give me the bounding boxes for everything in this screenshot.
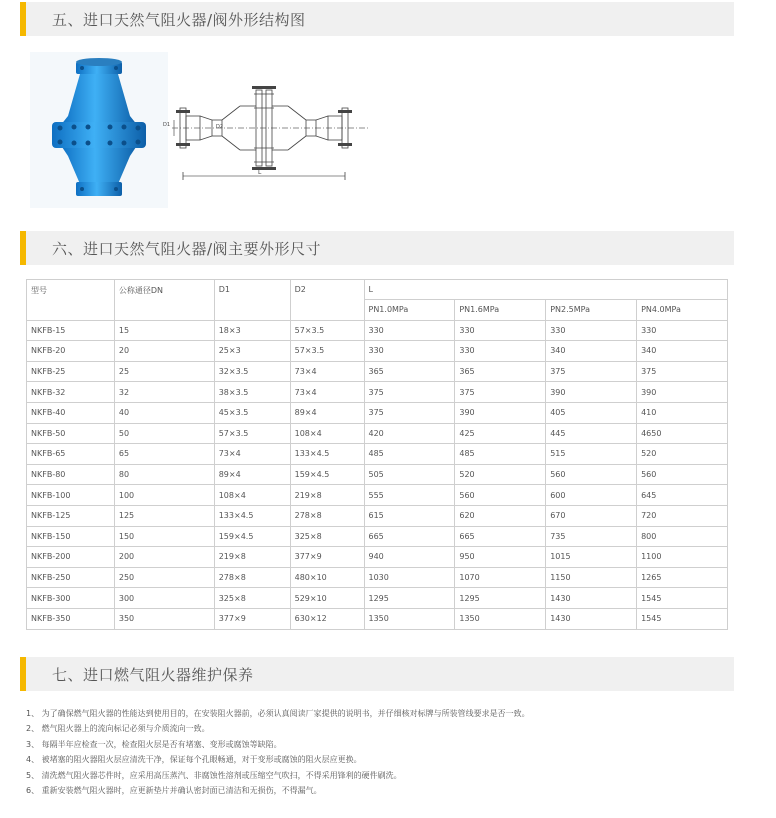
table-cell: 73×4 xyxy=(214,444,290,465)
table-cell: 520 xyxy=(637,444,728,465)
table-row xyxy=(27,320,728,341)
table-cell: 1030 xyxy=(364,567,455,588)
table-cell: NKFB-200 xyxy=(27,547,115,568)
table-cell: NKFB-25 xyxy=(27,361,115,382)
table-cell: 630×12 xyxy=(290,608,364,629)
table-cell: 950 xyxy=(455,547,546,568)
table-cell: NKFB-20 xyxy=(27,341,115,362)
note-item: 5、 清洗燃气阻火器芯件时，应采用高压蒸汽、非腐蚀性溶剂或压缩空气吹扫，不得采用锋利的硬件刷洗。 xyxy=(26,770,402,780)
table-cell: 560 xyxy=(455,485,546,506)
table-cell: 18×3 xyxy=(214,320,290,341)
table-cell: 620 xyxy=(455,505,546,526)
table-cell: NKFB-125 xyxy=(27,505,115,526)
table-cell: NKFB-150 xyxy=(27,526,115,547)
dim-label-d1: D1 xyxy=(163,122,171,128)
section-title: 六、进口天然气阻火器/阀主要外形尺寸 xyxy=(52,240,322,258)
table-cell: 300 xyxy=(114,588,214,609)
table-cell: 735 xyxy=(546,526,637,547)
table-cell: 89×4 xyxy=(290,402,364,423)
table-cell: 278×8 xyxy=(290,505,364,526)
table-cell: 330 xyxy=(364,320,455,341)
table-cell: 1295 xyxy=(364,588,455,609)
maintenance-notes xyxy=(26,706,530,798)
table-cell: 485 xyxy=(364,444,455,465)
table-header-row xyxy=(27,280,728,300)
table-cell: 80 xyxy=(114,464,214,485)
table-cell: 325×8 xyxy=(214,588,290,609)
table-cell: 325×8 xyxy=(290,526,364,547)
table-cell: NKFB-80 xyxy=(27,464,115,485)
table-cell: 665 xyxy=(364,526,455,547)
table-row xyxy=(27,402,728,423)
table-cell: 1430 xyxy=(546,608,637,629)
table-cell: NKFB-100 xyxy=(27,485,115,506)
table-cell: 390 xyxy=(455,402,546,423)
table-cell: 377×9 xyxy=(214,608,290,629)
table-row xyxy=(27,485,728,506)
table-cell: 505 xyxy=(364,464,455,485)
header-pn-3: PN2.5MPa xyxy=(546,300,637,321)
table-cell: 555 xyxy=(364,485,455,506)
table-cell: 940 xyxy=(364,547,455,568)
table-cell: 1295 xyxy=(455,588,546,609)
table-cell: NKFB-65 xyxy=(27,444,115,465)
header-d1: D1 xyxy=(214,280,290,321)
table-row xyxy=(27,464,728,485)
header-pn-4: PN4.0MPa xyxy=(637,300,728,321)
table-cell: 375 xyxy=(364,402,455,423)
table-cell: 57×3.5 xyxy=(214,423,290,444)
table-cell: 20 xyxy=(114,341,214,362)
table-cell: 425 xyxy=(455,423,546,444)
table-cell: 375 xyxy=(364,382,455,403)
technical-drawing xyxy=(163,78,370,190)
table-row xyxy=(27,444,728,465)
table-cell: 330 xyxy=(637,320,728,341)
header-pn-1: PN1.0MPa xyxy=(364,300,455,321)
table-cell: 89×4 xyxy=(214,464,290,485)
table-cell: 645 xyxy=(637,485,728,506)
table-cell: NKFB-15 xyxy=(27,320,115,341)
product-photo xyxy=(30,52,171,208)
table-cell: 1350 xyxy=(364,608,455,629)
table-cell: NKFB-300 xyxy=(27,588,115,609)
note-item: 2、 燃气阻火器上的流向标记必须与介质流向一致。 xyxy=(26,724,210,734)
note-item: 6、 重新安装燃气阻火器时，应更新垫片并确认密封面已清洁和无损伤，不得漏气。 xyxy=(26,786,322,796)
table-cell: 515 xyxy=(546,444,637,465)
table-cell: 159×4.5 xyxy=(214,526,290,547)
dimensions-table xyxy=(26,279,728,630)
table-cell: NKFB-250 xyxy=(27,567,115,588)
table-cell: 57×3.5 xyxy=(290,320,364,341)
header-pn-2: PN1.6MPa xyxy=(455,300,546,321)
table-cell: 665 xyxy=(455,526,546,547)
table-cell: 390 xyxy=(637,382,728,403)
header-d2: D2 xyxy=(290,280,364,321)
table-cell: 73×4 xyxy=(290,361,364,382)
note-item: 4、 被堵塞的阻火器阻火层应清洗干净，保证每个孔眼畅通，对于变形或腐蚀的阻火层应更换。 xyxy=(26,755,362,765)
table-row xyxy=(27,361,728,382)
table-cell: 670 xyxy=(546,505,637,526)
table-cell: 340 xyxy=(637,341,728,362)
table-cell: NKFB-50 xyxy=(27,423,115,444)
section-title: 五、进口天然气阻火器/阀外形结构图 xyxy=(52,11,306,29)
table-cell: 1100 xyxy=(637,547,728,568)
table-cell: 32×3.5 xyxy=(214,361,290,382)
table-cell: 445 xyxy=(546,423,637,444)
table-cell: 57×3.5 xyxy=(290,341,364,362)
table-cell: 219×8 xyxy=(290,485,364,506)
table-cell: 250 xyxy=(114,567,214,588)
table-cell: 1350 xyxy=(455,608,546,629)
table-cell: 485 xyxy=(455,444,546,465)
table-cell: 1265 xyxy=(637,567,728,588)
table-cell: 125 xyxy=(114,505,214,526)
table-cell: 350 xyxy=(114,608,214,629)
table-cell: 529×10 xyxy=(290,588,364,609)
table-row xyxy=(27,547,728,568)
table-cell: 330 xyxy=(455,341,546,362)
table-cell: 330 xyxy=(546,320,637,341)
table-cell: NKFB-350 xyxy=(27,608,115,629)
table-cell: 1545 xyxy=(637,608,728,629)
table-cell: 133×4.5 xyxy=(214,505,290,526)
table-cell: 600 xyxy=(546,485,637,506)
table-cell: 108×4 xyxy=(214,485,290,506)
table-cell: 375 xyxy=(546,361,637,382)
table-row xyxy=(27,382,728,403)
table-cell: 278×8 xyxy=(214,567,290,588)
table-cell: 410 xyxy=(637,402,728,423)
table-cell: 560 xyxy=(637,464,728,485)
table-row xyxy=(27,526,728,547)
table-cell: 800 xyxy=(637,526,728,547)
table-cell: 520 xyxy=(455,464,546,485)
table-cell: 390 xyxy=(546,382,637,403)
section-header-structure xyxy=(20,2,734,36)
note-item: 3、 每隔半年应检查一次，检查阻火层是否有堵塞、变形或腐蚀等缺陷。 xyxy=(26,739,282,749)
table-row xyxy=(27,423,728,444)
section-header-maintenance xyxy=(20,657,734,691)
table-cell: 330 xyxy=(364,341,455,362)
table-cell: NKFB-32 xyxy=(27,382,115,403)
table-cell: NKFB-40 xyxy=(27,402,115,423)
table-cell: 1015 xyxy=(546,547,637,568)
table-cell: 108×4 xyxy=(290,423,364,444)
table-cell: 375 xyxy=(455,382,546,403)
note-item: 1、 为了确保燃气阻火器的性能达到使用目的，在安装阻火器前，必须认真阅读厂家提供的说明书，并仔细核对标牌与所装管线要求是否一致。 xyxy=(26,709,530,718)
section-title: 七、进口燃气阻火器维护保养 xyxy=(52,666,254,684)
table-cell: 159×4.5 xyxy=(290,464,364,485)
table-cell: 133×4.5 xyxy=(290,444,364,465)
table-cell: 73×4 xyxy=(290,382,364,403)
table-cell: 200 xyxy=(114,547,214,568)
table-cell: 1545 xyxy=(637,588,728,609)
table-cell: 219×8 xyxy=(214,547,290,568)
table-cell: 365 xyxy=(364,361,455,382)
table-cell: 45×3.5 xyxy=(214,402,290,423)
table-cell: 150 xyxy=(114,526,214,547)
table-cell: 420 xyxy=(364,423,455,444)
table-cell: 340 xyxy=(546,341,637,362)
table-cell: 480×10 xyxy=(290,567,364,588)
table-cell: 4650 xyxy=(637,423,728,444)
table-cell: 25×3 xyxy=(214,341,290,362)
table-cell: 1430 xyxy=(546,588,637,609)
table-row xyxy=(27,505,728,526)
header-dn: 公称通径DN xyxy=(114,280,214,321)
table-cell: 1150 xyxy=(546,567,637,588)
table-cell: 365 xyxy=(455,361,546,382)
section-header-dimensions xyxy=(20,231,734,265)
table-cell: 100 xyxy=(114,485,214,506)
table-cell: 25 xyxy=(114,361,214,382)
table-cell: 405 xyxy=(546,402,637,423)
table-row xyxy=(27,567,728,588)
table-row xyxy=(27,341,728,362)
table-cell: 50 xyxy=(114,423,214,444)
header-model: 型号 xyxy=(27,280,115,321)
dim-label-d2: D2 xyxy=(216,124,224,130)
header-l: L xyxy=(364,280,728,300)
table-cell: 377×9 xyxy=(290,547,364,568)
dim-label-l: L xyxy=(258,169,262,176)
table-cell: 15 xyxy=(114,320,214,341)
table-cell: 615 xyxy=(364,505,455,526)
table-row xyxy=(27,588,728,609)
table-cell: 40 xyxy=(114,402,214,423)
table-cell: 1070 xyxy=(455,567,546,588)
table-cell: 330 xyxy=(455,320,546,341)
table-cell: 65 xyxy=(114,444,214,465)
table-row xyxy=(27,608,728,629)
table-cell: 32 xyxy=(114,382,214,403)
table-cell: 375 xyxy=(637,361,728,382)
table-cell: 38×3.5 xyxy=(214,382,290,403)
table-cell: 720 xyxy=(637,505,728,526)
table-cell: 560 xyxy=(546,464,637,485)
